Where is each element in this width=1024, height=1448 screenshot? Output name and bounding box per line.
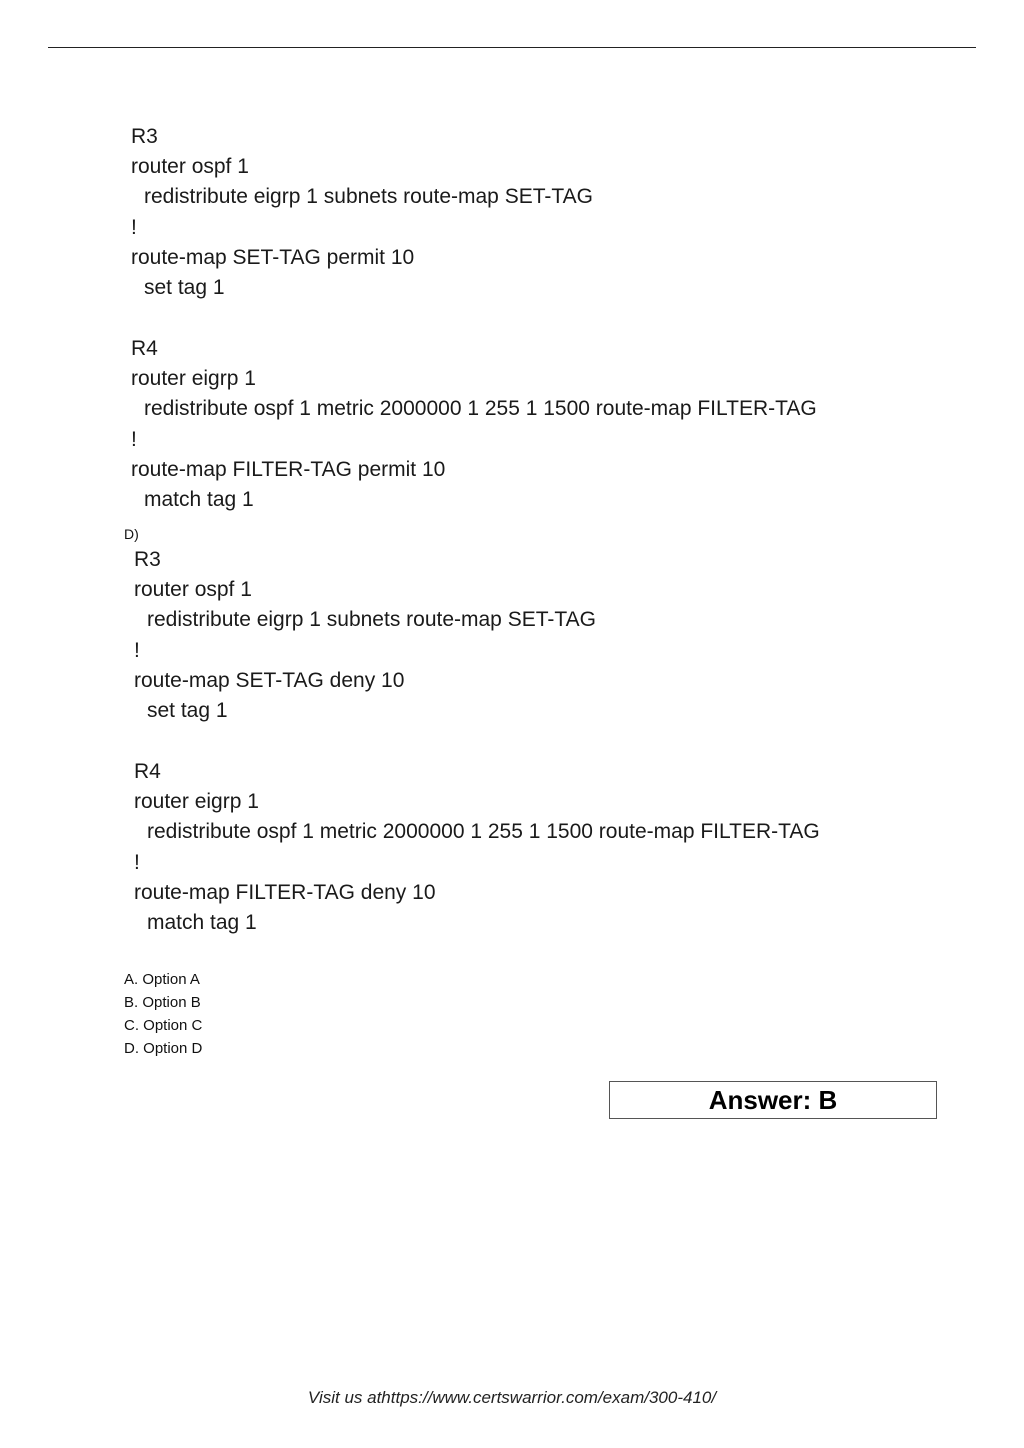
config-line: !	[134, 638, 140, 662]
config-line: route-map FILTER-TAG permit 10	[131, 457, 446, 481]
config-line: route-map SET-TAG permit 10	[131, 245, 415, 269]
top-rule	[48, 47, 976, 48]
config-line: router ospf 1	[131, 155, 249, 179]
config-line: match tag 1	[144, 488, 254, 511]
config-line: router ospf 1	[134, 578, 252, 602]
config-line: R3	[134, 548, 161, 571]
config-line: R4	[131, 337, 158, 360]
config-line: redistribute eigrp 1 subnets route-map SET-TAG	[144, 185, 593, 209]
answer-text: Answer: B	[708, 1084, 838, 1115]
config-line: router eigrp 1	[134, 790, 259, 814]
config-line: R4	[134, 760, 161, 783]
config-line: R3	[131, 125, 158, 148]
answer-box	[609, 1081, 937, 1119]
config-line: set tag 1	[147, 699, 228, 722]
config-line: !	[131, 427, 137, 451]
config-line: redistribute ospf 1 metric 2000000 1 255 1 1500 route-map FILTER-TAG	[147, 820, 820, 844]
option-label: D)	[124, 526, 139, 542]
config-line: set tag 1	[144, 276, 225, 299]
config-line: router eigrp 1	[131, 367, 256, 391]
answer-choices	[124, 968, 202, 1060]
config-line: redistribute ospf 1 metric 2000000 1 255 1 1500 route-map FILTER-TAG	[144, 397, 817, 421]
choice-c: C. Option C	[124, 1017, 203, 1034]
config-line: route-map SET-TAG deny 10	[134, 668, 405, 692]
config-line: !	[134, 850, 140, 874]
footer-link-text: Visit us athttps://www.certswarrior.com/exam/300-410/	[307, 1388, 717, 1407]
config-line: match tag 1	[147, 911, 257, 934]
choice-d: D. Option D	[124, 1040, 203, 1057]
config-line: !	[131, 215, 137, 239]
config-line: redistribute eigrp 1 subnets route-map SET-TAG	[147, 608, 596, 632]
choice-b: B. Option B	[124, 994, 201, 1011]
choice-a: A. Option A	[124, 971, 200, 988]
config-line: route-map FILTER-TAG deny 10	[134, 880, 436, 904]
